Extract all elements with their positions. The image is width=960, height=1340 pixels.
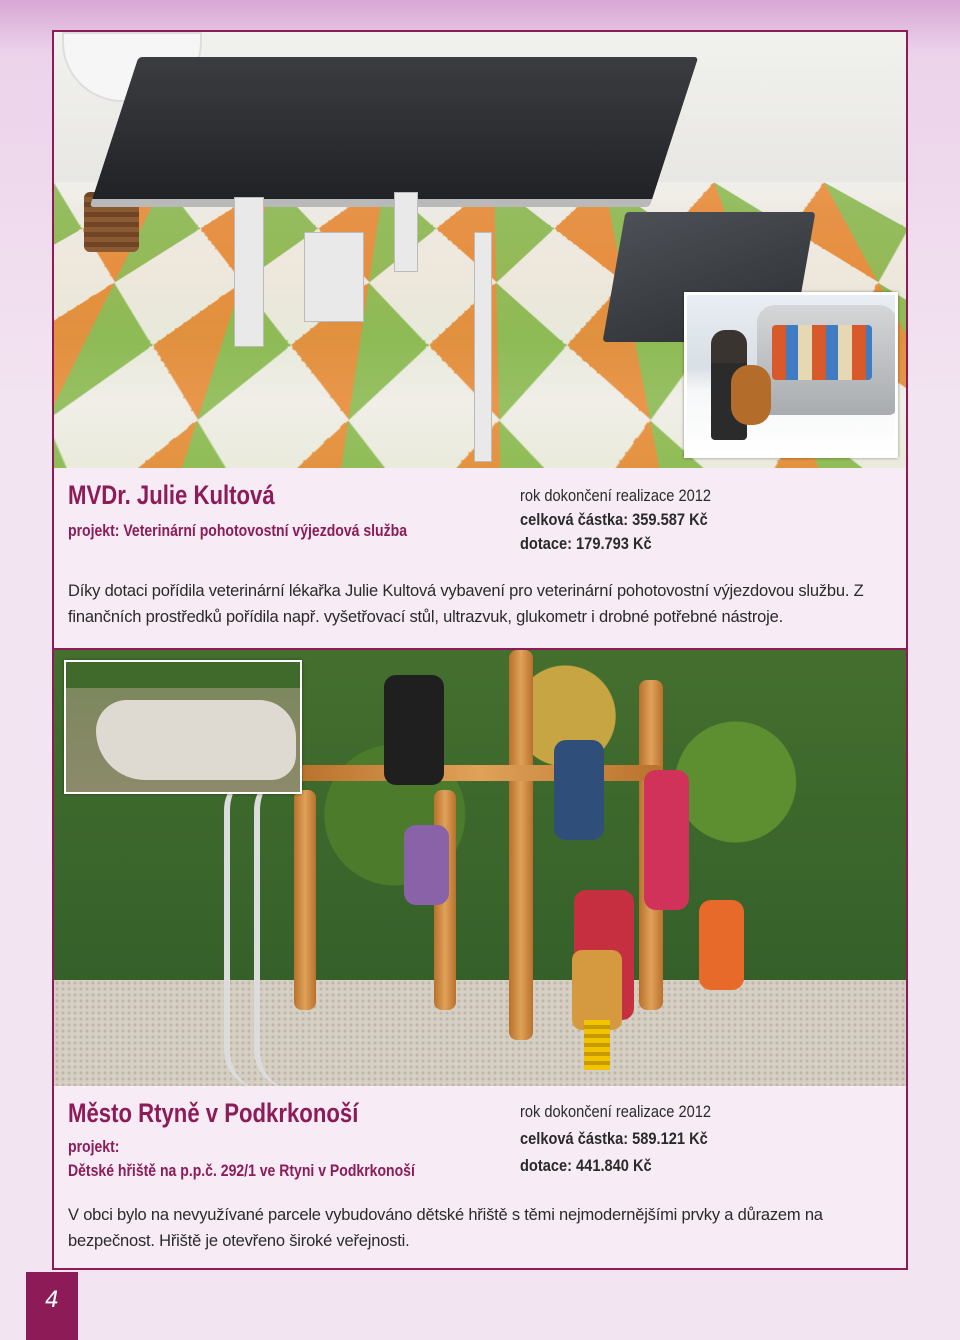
car-inset-photo [684, 292, 898, 458]
child [384, 675, 444, 785]
vet-section [52, 30, 908, 650]
table-motor [304, 232, 364, 322]
child [404, 825, 449, 905]
aerial-hedge [66, 662, 302, 688]
metal-slide [254, 770, 394, 1086]
child [699, 900, 744, 990]
project-description: V obci bylo na nevyužívané parcele vybudováno dětské hřiště s těmi nejmodernějšími prvky a důrazem na bezpečnost. Hřiště je otevřeno široké veřejnosti. [68, 1206, 823, 1250]
child [644, 770, 689, 910]
project-description: Díky dotaci pořídila veterinární lékařka Julie Kultová vybavení pro veterinární pohotovostní výjezdovou službu. Z finančních prostředků pořídila např. vyšetřovací stůl, ultrazvuk, glukometr i drobné potřebné nástroje. [68, 582, 864, 626]
project-title: projekt: Veterinární pohotovostní výjezdová služba [68, 522, 408, 540]
project-figures [520, 484, 711, 556]
page-number-tab [26, 1272, 78, 1340]
playground-photo [54, 650, 906, 1086]
spring [584, 1020, 610, 1070]
completion-year: rok dokončení realizace 2012 [520, 486, 712, 505]
table-leg [394, 192, 418, 272]
table-leg [474, 232, 492, 462]
wooden-pole [509, 650, 533, 1040]
project-title: Dětské hřiště na p.p.č. 292/1 ve Rtyni v Podkrkonoší [68, 1162, 415, 1180]
spring-rider [572, 950, 622, 1030]
examination-table [90, 57, 699, 207]
total-amount: celková částka: 359.587 Kč [520, 510, 708, 529]
table-leg [234, 197, 264, 347]
car-trunk-boxes [772, 325, 872, 380]
project-label: projekt: [68, 1138, 120, 1156]
dog [731, 365, 771, 425]
total-amount: celková částka: 589.121 Kč [520, 1129, 708, 1148]
project-figures [520, 1098, 711, 1179]
page-number: 4 [45, 1288, 59, 1313]
completion-year: rok dokončení realizace 2012 [520, 1102, 712, 1121]
recipient-name: Město Rtyně v Podkrkonoší [68, 1098, 359, 1128]
recipient-name: MVDr. Julie Kultová [68, 480, 275, 510]
subsidy-amount: dotace: 179.793 Kč [520, 534, 652, 553]
child [554, 740, 604, 840]
subsidy-amount: dotace: 441.840 Kč [520, 1156, 652, 1175]
gravel-ground [54, 980, 906, 1086]
aerial-inset-photo [64, 660, 302, 794]
vet-clinic-photo [54, 32, 906, 468]
aerial-path [96, 700, 296, 780]
playground-section [52, 650, 908, 1270]
